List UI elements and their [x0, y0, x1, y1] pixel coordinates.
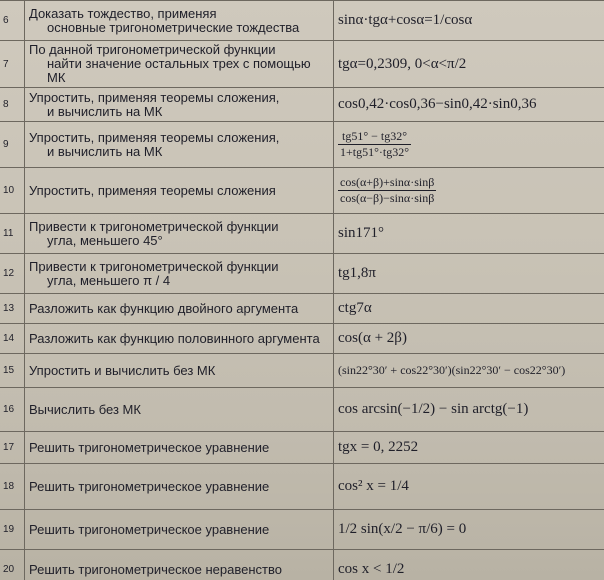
task-description	[25, 254, 334, 294]
task-line: Привести к тригонометрической функции	[29, 218, 279, 234]
expression-text: cos arcsin(−1/2) − sin arctg(−1)	[338, 401, 529, 417]
task-line: Упростить, применяя теоремы сложения	[29, 182, 276, 198]
task-number: 17	[0, 432, 25, 464]
task-number: 18	[0, 464, 25, 510]
task-line: и вычислить на МК	[47, 103, 163, 119]
task-expression	[334, 324, 604, 354]
task-line: найти значение остальных трех с помощью МК	[47, 56, 311, 85]
task-expression	[334, 88, 604, 122]
task-line: Разложить как функцию половинного аргумента	[29, 330, 320, 346]
task-description	[25, 122, 334, 168]
task-line: основные тригонометрические тождества	[47, 19, 300, 35]
fraction-denominator: 1+tg51°·tg32°	[340, 145, 410, 159]
task-number: 8	[0, 88, 25, 122]
fraction-numerator: tg51° − tg32°	[338, 129, 411, 145]
expression-fraction	[338, 129, 411, 160]
task-line: Вычислить без МК	[29, 401, 141, 417]
task-line: По данной тригонометрической функции	[29, 42, 276, 57]
expression-fraction	[338, 175, 436, 206]
task-description	[25, 388, 334, 432]
task-description	[25, 41, 334, 88]
task-expression	[334, 388, 604, 432]
task-row	[0, 324, 604, 354]
task-description	[25, 214, 334, 254]
expression-text: cos(α + 2β)	[338, 330, 407, 346]
task-description	[25, 294, 334, 324]
task-number: 9	[0, 122, 25, 168]
task-number: 11	[0, 214, 25, 254]
expression-text: cos0,42·cos0,36−sin0,42·sin0,36	[338, 96, 537, 112]
task-number: 6	[0, 1, 25, 41]
task-number: 19	[0, 510, 25, 550]
task-line: Решить тригонометрическое уравнение	[29, 478, 270, 494]
task-description	[25, 510, 334, 550]
task-expression	[334, 254, 604, 294]
task-line: Упростить, применяя теоремы сложения,	[29, 129, 280, 145]
task-row	[0, 464, 604, 510]
task-line: Решить тригонометрическое неравенство	[29, 561, 282, 577]
expression-text: tgα=0,2309, 0<α<π/2	[338, 55, 467, 72]
expression-text: cos² x = 1/4	[338, 478, 409, 494]
expression-text: cos x < 1/2	[338, 561, 405, 577]
task-expression	[334, 122, 604, 168]
task-line: Решить тригонометрическое уравнение	[29, 439, 270, 455]
task-description	[25, 354, 334, 388]
fraction-numerator: cos(α+β)+sinα·sinβ	[340, 175, 435, 189]
task-number: 12	[0, 254, 25, 294]
task-row	[0, 88, 604, 122]
task-line: Упростить, применяя теоремы сложения,	[29, 89, 280, 105]
expression-text: tg1,8π	[338, 265, 376, 281]
task-expression	[334, 214, 604, 254]
task-description	[25, 324, 334, 354]
task-line: Привести к тригонометрической функции	[29, 258, 279, 274]
expression-text: ctg7α	[338, 300, 372, 316]
task-line: угла, меньшего π / 4	[47, 272, 171, 288]
expression-text: sinα·tgα+cosα=1/cosα	[338, 12, 473, 28]
task-row	[0, 550, 604, 580]
task-description	[25, 168, 334, 214]
task-line: Доказать тождество, применяя	[29, 5, 217, 21]
task-number: 16	[0, 388, 25, 432]
task-expression	[334, 354, 604, 388]
task-line: и вычислить на МК	[47, 143, 163, 159]
task-row	[0, 168, 604, 214]
expression-text: tgx = 0, 2252	[338, 439, 419, 455]
task-row	[0, 214, 604, 254]
task-expression	[334, 550, 604, 580]
expression-text: 1/2 sin(x/2 − π/6) = 0	[338, 521, 467, 537]
task-number: 13	[0, 294, 25, 324]
task-row	[0, 432, 604, 464]
task-expression	[334, 1, 604, 41]
task-row	[0, 388, 604, 432]
task-number: 20	[0, 550, 25, 580]
task-line: Решить тригонометрическое уравнение	[29, 521, 270, 537]
task-expression	[334, 294, 604, 324]
task-expression	[334, 432, 604, 464]
task-description	[25, 88, 334, 122]
task-row	[0, 122, 604, 168]
task-number: 10	[0, 168, 25, 214]
task-expression	[334, 510, 604, 550]
task-number: 15	[0, 354, 25, 388]
task-description	[25, 432, 334, 464]
task-row	[0, 510, 604, 550]
task-row	[0, 354, 604, 388]
task-description	[25, 550, 334, 580]
task-description	[25, 464, 334, 510]
expression-text: sin171°	[338, 225, 385, 241]
task-row	[0, 41, 604, 88]
fraction-denominator: cos(α−β)−sinα·sinβ	[340, 191, 435, 205]
tasks-table-body	[0, 1, 604, 580]
task-line: угла, меньшего 45°	[47, 232, 163, 248]
expression-text: (sin22°30′ + cos22°30′)(sin22°30′ − cos22°30′)	[338, 363, 566, 377]
task-line: Упростить и вычислить без МК	[29, 362, 216, 378]
task-description	[25, 1, 334, 41]
task-expression	[334, 464, 604, 510]
task-row	[0, 294, 604, 324]
task-number: 14	[0, 324, 25, 354]
task-number: 7	[0, 41, 25, 88]
task-expression	[334, 168, 604, 214]
task-line: Разложить как функцию двойного аргумента	[29, 300, 299, 316]
task-expression	[334, 41, 604, 88]
task-row	[0, 1, 604, 41]
task-row	[0, 254, 604, 294]
